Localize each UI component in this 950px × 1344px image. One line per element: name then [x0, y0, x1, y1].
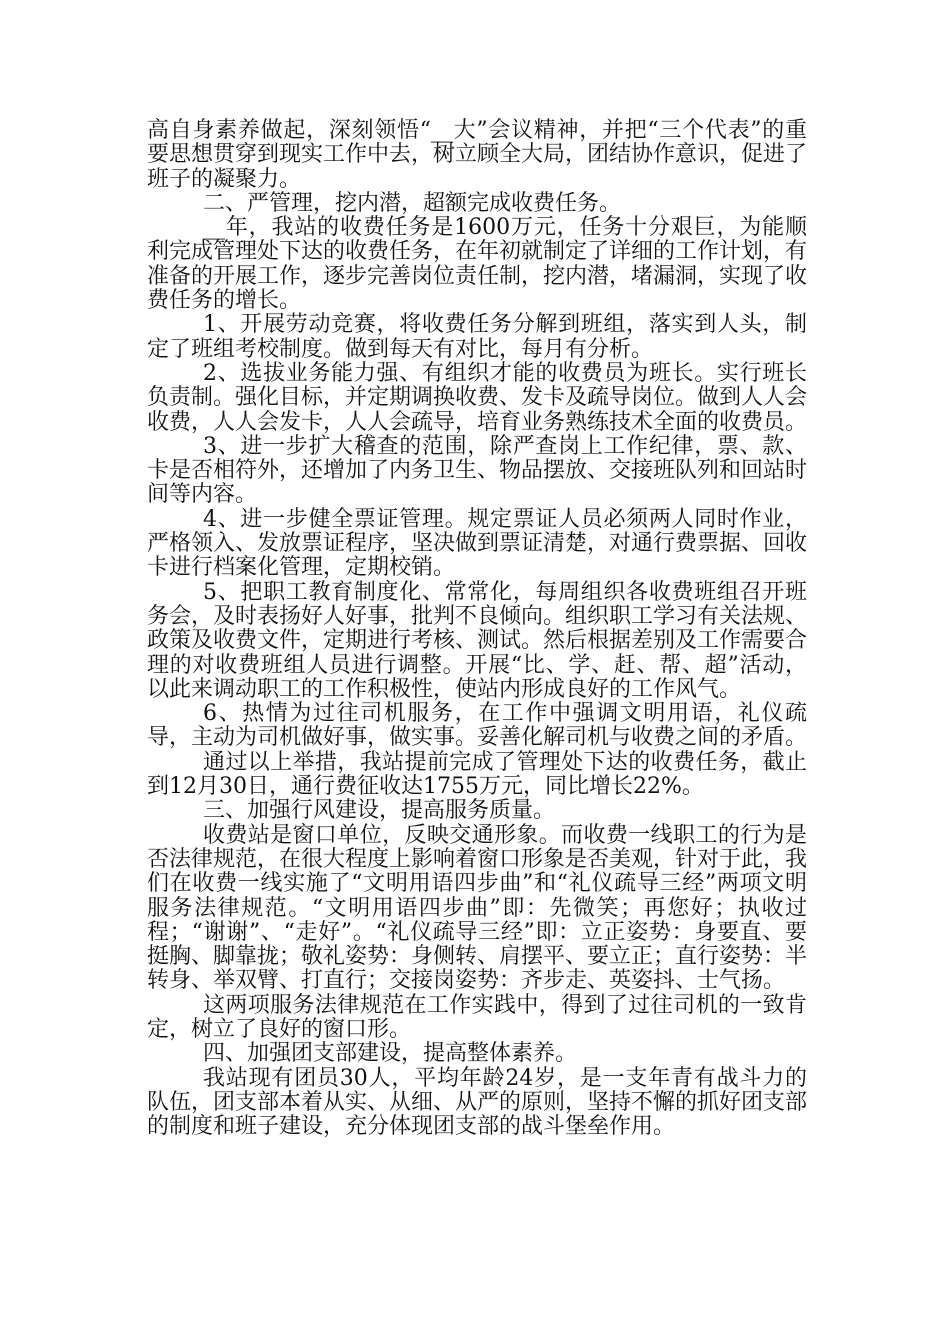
paragraph-annual-task: __年，我站的收费任务是1600万元，任务十分艰巨，为能顺利完成管理处下达的收费任务，在年初就制定了详细的工作计划，有准备的开展工作，逐步完善岗位责任制，挖内潜，堵漏洞，实现了收费任务的增长。 — [147, 215, 808, 314]
paragraph-intro-continuation: 高自身素养做起，深刻领悟“__大”会议精神，并把“三个代表”的重要思想贯穿到现实工作中去，树立顾全大局，团结协作意识，促进了班子的凝聚力。 — [147, 118, 808, 192]
heading-section-2: 二、严管理，挖内潜，超额完成收费任务。 — [203, 190, 622, 216]
list-item-4: 4、进一步健全票证管理。规定票证人员必须两人同时作业，严格领入、发放票证程序，坚决做到票证清楚，对通行费票据、回收卡进行档案化管理，定期校销。 — [147, 506, 808, 581]
list-item-1: 1、开展劳动竞赛，将收费任务分解到班组，落实到人头，制定了班组考校制度。做到每天有对比，每月有分析。 — [147, 312, 807, 362]
paragraph-service-norms: 收费站是窗口单位，反映交通形象。而收费一线职工的行为是否法律规范，在很大程度上影响着窗口形象是否美观，针对于此，我们在收费一线实施了“文明用语四步曲”和“礼仪疏导三经”两项文明服务法律规范。“文明用语四步曲”即：先微笑；再您好；执收过程；“谢谢”、“走好”。“礼仪疏导三经”即：立正姿势：身要直、要挺胸、脚靠拢；敬礼姿势：身侧转、肩摆平、要立正；直行姿势：半转身、举双臂、打直行；交接岗姿势：齐步走、英姿抖、士气扬。 — [147, 822, 808, 994]
paragraph-results: 通过以上举措，我站提前完成了管理处下达的收费任务，截止到12月30日，通行费征收达1755万元，同比增长22%。 — [147, 749, 807, 800]
document-body — [147, 119, 807, 1139]
paragraph-norms-effect: 这两项服务法律规范在工作实践中，得到了过往司机的一致肯定，树立了良好的窗口形。 — [147, 992, 807, 1042]
paragraph-league-branch: 我站现有团员30人，平均年龄24岁，是一支年青有战斗力的队伍，团支部本着从实、从细、从严的原则，坚持不懈的抓好团支部的制度和班子建设，充分体现团支部的战斗堡垒作用。 — [147, 1065, 808, 1140]
heading-section-4: 四、加强团支部建设，提高整体素养。 — [203, 1041, 578, 1067]
list-item-5: 5、把职工教育制度化、常常化，每周组织各收费班组召开班务会，及时表扬好人好事，批判不良倾向。组织职工学习有关法规、政策及收费文件，定期进行考核、测试。然后根据差别及工作需要合理的对收费班组人员进行调整。开展“比、学、赶、帮、超”活动，以此来调动职工的工作积极性，使站内形成良好的工作风气。 — [147, 579, 808, 702]
list-item-2: 2、选拔业务能力强、有组织才能的收费员为班长。实行班长负责制。强化目标，并定期调换收费、发卡及疏导岗位。做到人人会收费，人人会发卡，人人会疏导，培育业务熟练技术全面的收费员。 — [147, 360, 808, 435]
list-item-3: 3、进一步扩大稽查的范围，除严查岗上工作纪律，票、款、卡是否相符外，还增加了内务卫生、物品摆放、交接班队列和回站时间等内容。 — [147, 433, 808, 508]
list-item-6: 6、热情为过往司机服务，在工作中强调文明用语，礼仪疏导，主动为司机做好事，做实事。妥善化解司机与收费之间的矛盾。 — [147, 701, 808, 751]
heading-section-3: 三、加强行风建设，提高服务质量。 — [203, 798, 556, 824]
